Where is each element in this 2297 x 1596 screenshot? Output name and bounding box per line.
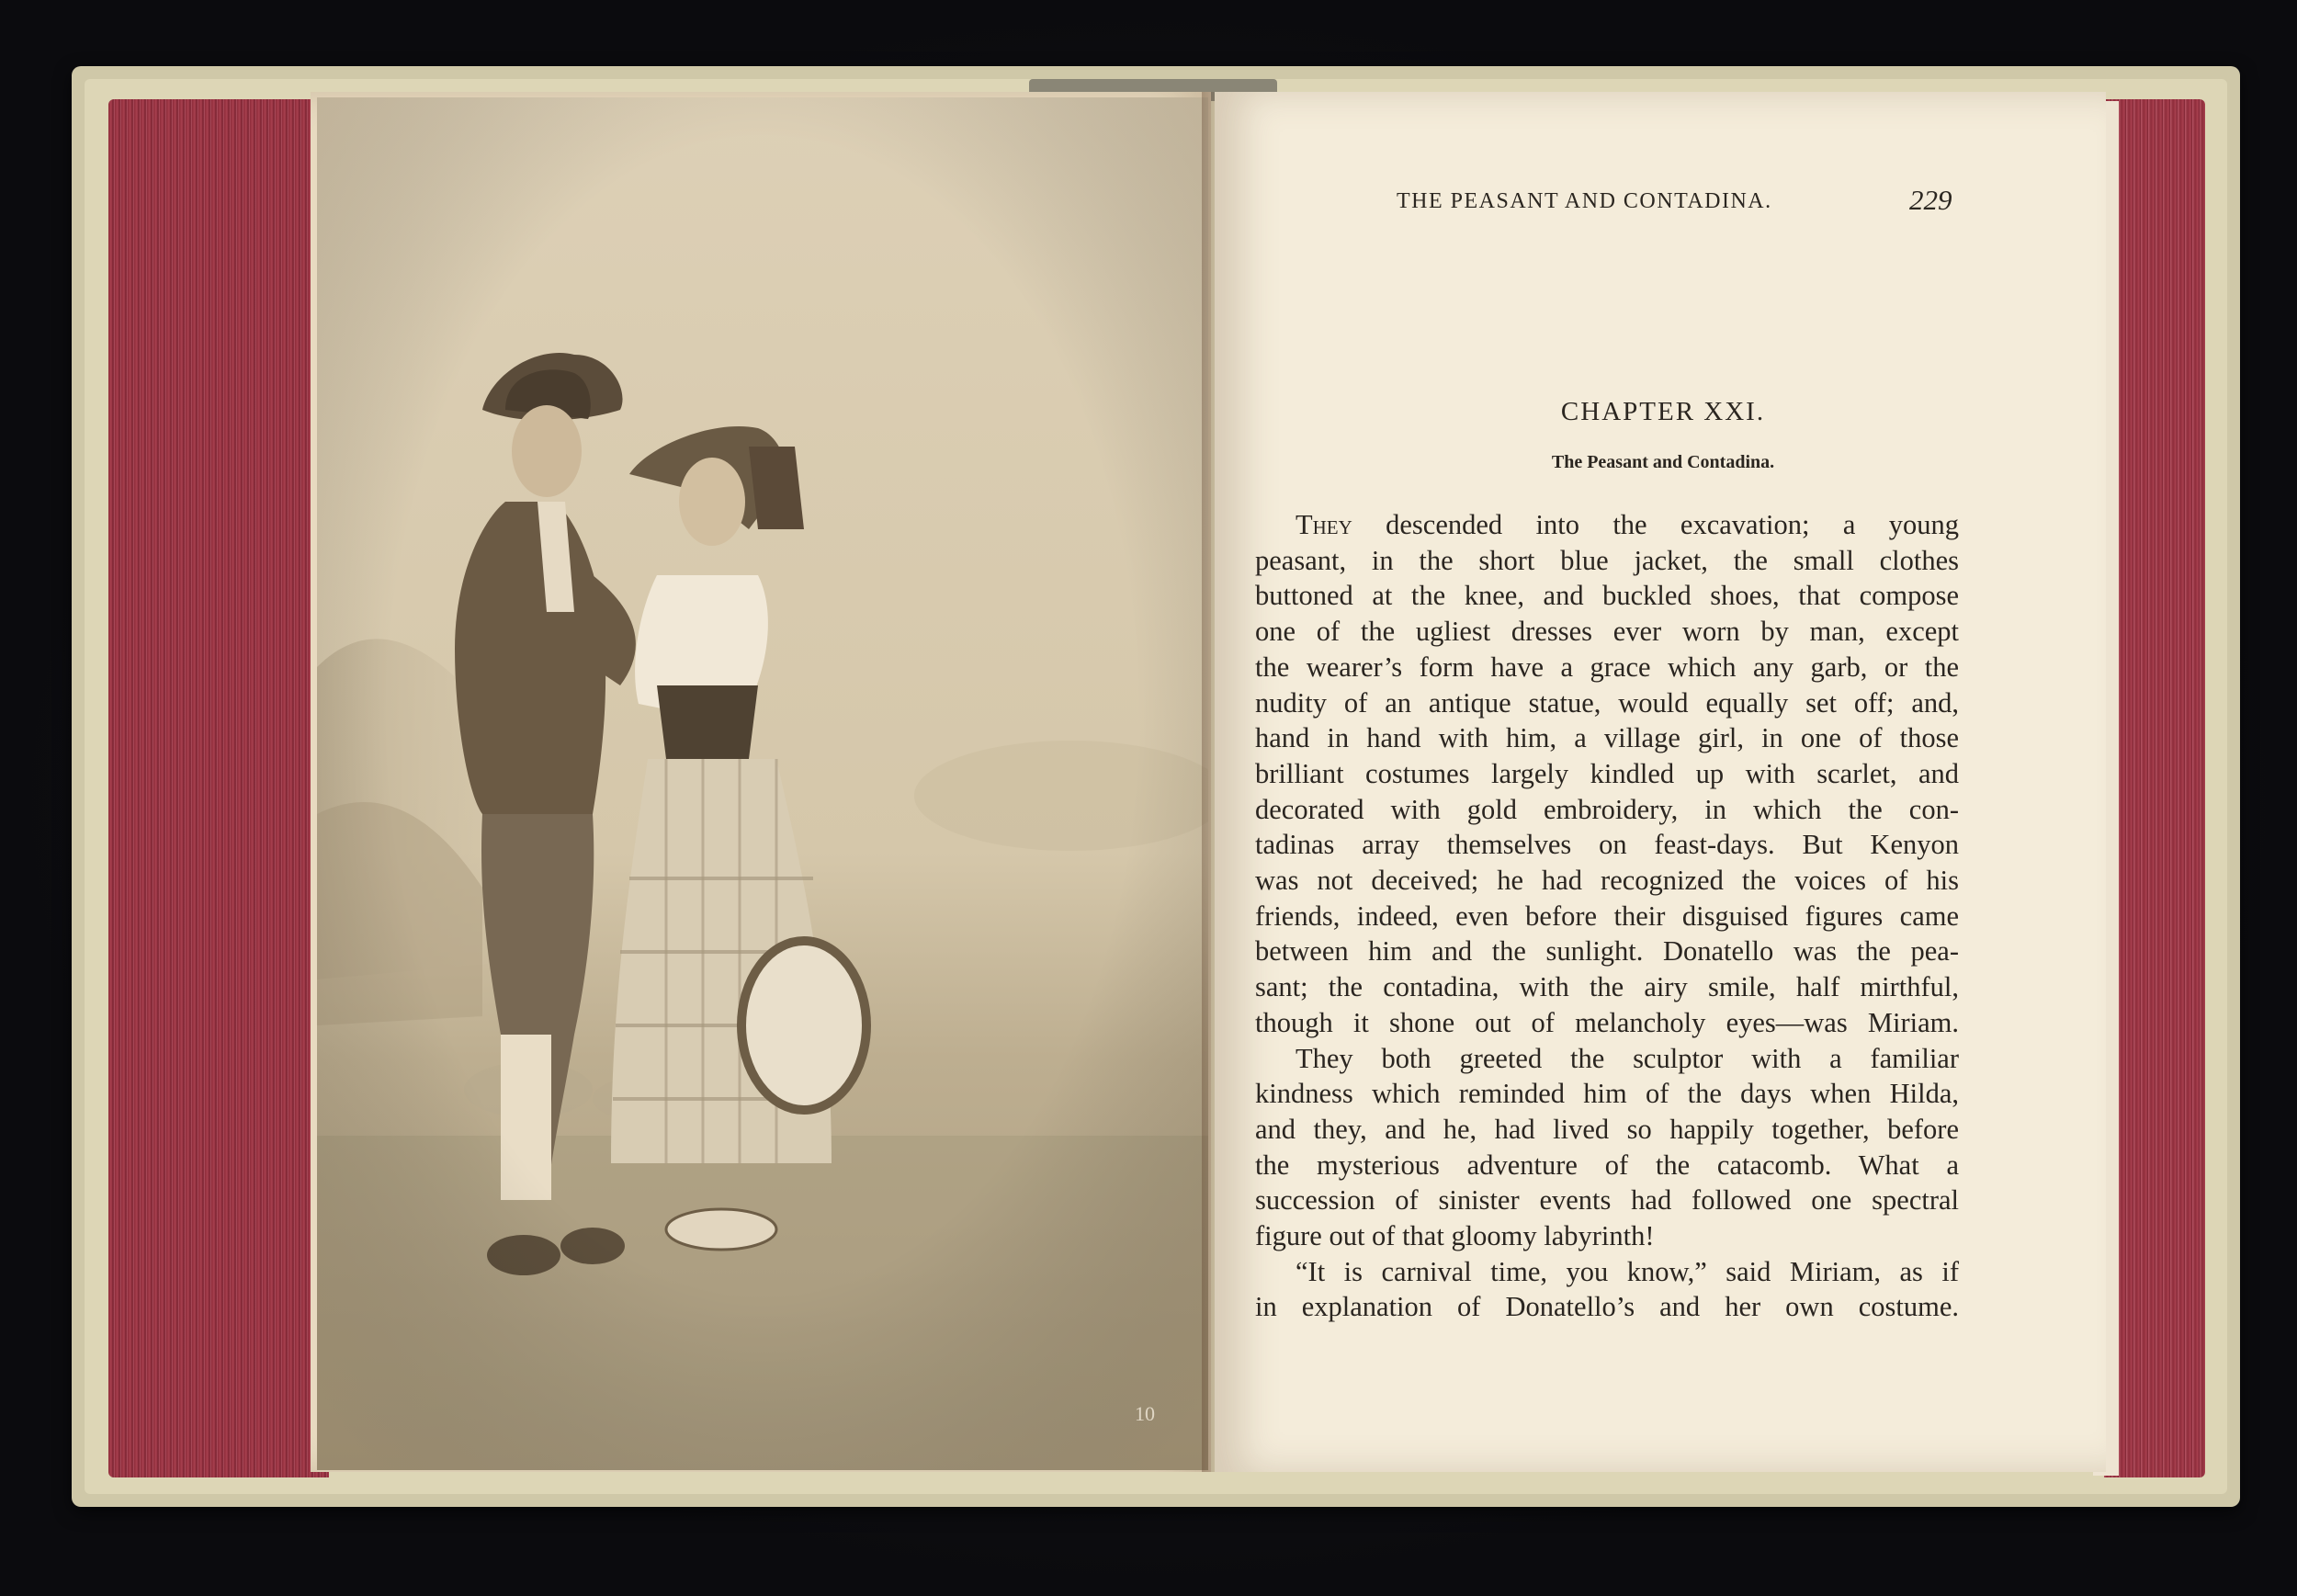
text-line-content: the wearer’s form have a grace which any garb, or the <box>1255 651 1959 683</box>
albumen-photograph <box>317 97 1208 1470</box>
text-line-content: in explanation of Donatello’s and her own costume. <box>1255 1291 1959 1323</box>
text-line-content: the mysterious adventure of the catacomb. What a <box>1255 1149 1959 1181</box>
text-line <box>1255 1148 1959 1183</box>
chapter-body-text <box>1255 507 1959 1325</box>
text-line-content: nudity of an antique statue, would equally set off; and, <box>1255 686 1959 719</box>
text-line <box>1255 1183 1959 1218</box>
text-line-content: one of the ugliest dresses ever worn by man, except <box>1255 616 1959 648</box>
text-line <box>1255 614 1959 650</box>
text-line-content: tadinas array themselves on feast-days. But Kenyon <box>1255 829 1959 861</box>
text-line <box>1255 827 1959 863</box>
text-line <box>1255 1076 1959 1112</box>
page-number: 229 <box>1909 184 1952 216</box>
text-line-content: and they, and he, had lived so happily together, before <box>1255 1113 1959 1145</box>
text-line-content: peasant, in the short blue jacket, the small clothes <box>1255 544 1959 576</box>
plate-number: 10 <box>1135 1402 1155 1425</box>
text-line <box>1255 1254 1959 1290</box>
text-line-content: though it shone out of melancholy eyes—was Miriam. <box>1255 1006 1959 1038</box>
text-line-content: “It is carnival time, you know,” said Miriam, as if <box>1296 1255 1959 1287</box>
chapter-subtitle: The Peasant and Contadina. <box>1551 452 1775 472</box>
running-head: THE PEASANT AND CONTADINA. <box>1397 189 1772 213</box>
text-line <box>1255 1289 1959 1325</box>
text-line <box>1255 685 1959 721</box>
text-line <box>1255 969 1959 1005</box>
text-line-content: kindness which reminded him of the days when Hilda, <box>1255 1078 1959 1110</box>
text-line <box>1255 1218 1959 1254</box>
text-line <box>1255 863 1959 899</box>
text-line <box>1255 507 1959 543</box>
text-line <box>1255 756 1959 792</box>
text-line-content: sant; the contadina, with the airy smile, half mirthful, <box>1255 971 1959 1003</box>
text-line-content: They both greeted the sculptor with a familiar <box>1296 1042 1959 1074</box>
photo-illustration <box>317 97 1208 1470</box>
text-line-content: brilliant costumes largely kindled up with scarlet, and <box>1255 757 1959 789</box>
text-line <box>1255 1041 1959 1077</box>
text-line-content: buttoned at the knee, and buckled shoes, that compose <box>1255 580 1959 612</box>
text-line-content: was not deceived; he had recognized the voices of his <box>1255 865 1959 897</box>
text-line-content: succession of sinister events had followed one spectral <box>1255 1184 1959 1217</box>
text-line-content: descended into the excavation; a young <box>1352 509 1959 540</box>
text-line <box>1255 720 1959 756</box>
text-line-content: friends, indeed, even before their disguised figures came <box>1255 900 1959 932</box>
chapter-title: CHAPTER XXI. <box>1560 397 1766 426</box>
text-line-content: between him and the sunlight. Donatello was the pea- <box>1255 935 1959 968</box>
text-line <box>1255 899 1959 934</box>
opening-word: They <box>1296 509 1352 540</box>
text-line <box>1255 650 1959 685</box>
text-line-content: hand in hand with him, a village girl, in one of those <box>1255 722 1959 754</box>
text-line <box>1255 543 1959 579</box>
text-line <box>1255 1005 1959 1041</box>
right-page-edges <box>2104 99 2205 1477</box>
left-page-edges <box>108 99 329 1477</box>
text-line-content: figure out of that gloomy labyrinth! <box>1255 1220 1655 1252</box>
text-line-content: decorated with gold embroidery, in which the con- <box>1255 793 1959 825</box>
text-line <box>1255 792 1959 828</box>
text-line <box>1255 578 1959 614</box>
text-line <box>1255 1112 1959 1148</box>
text-line <box>1255 934 1959 969</box>
